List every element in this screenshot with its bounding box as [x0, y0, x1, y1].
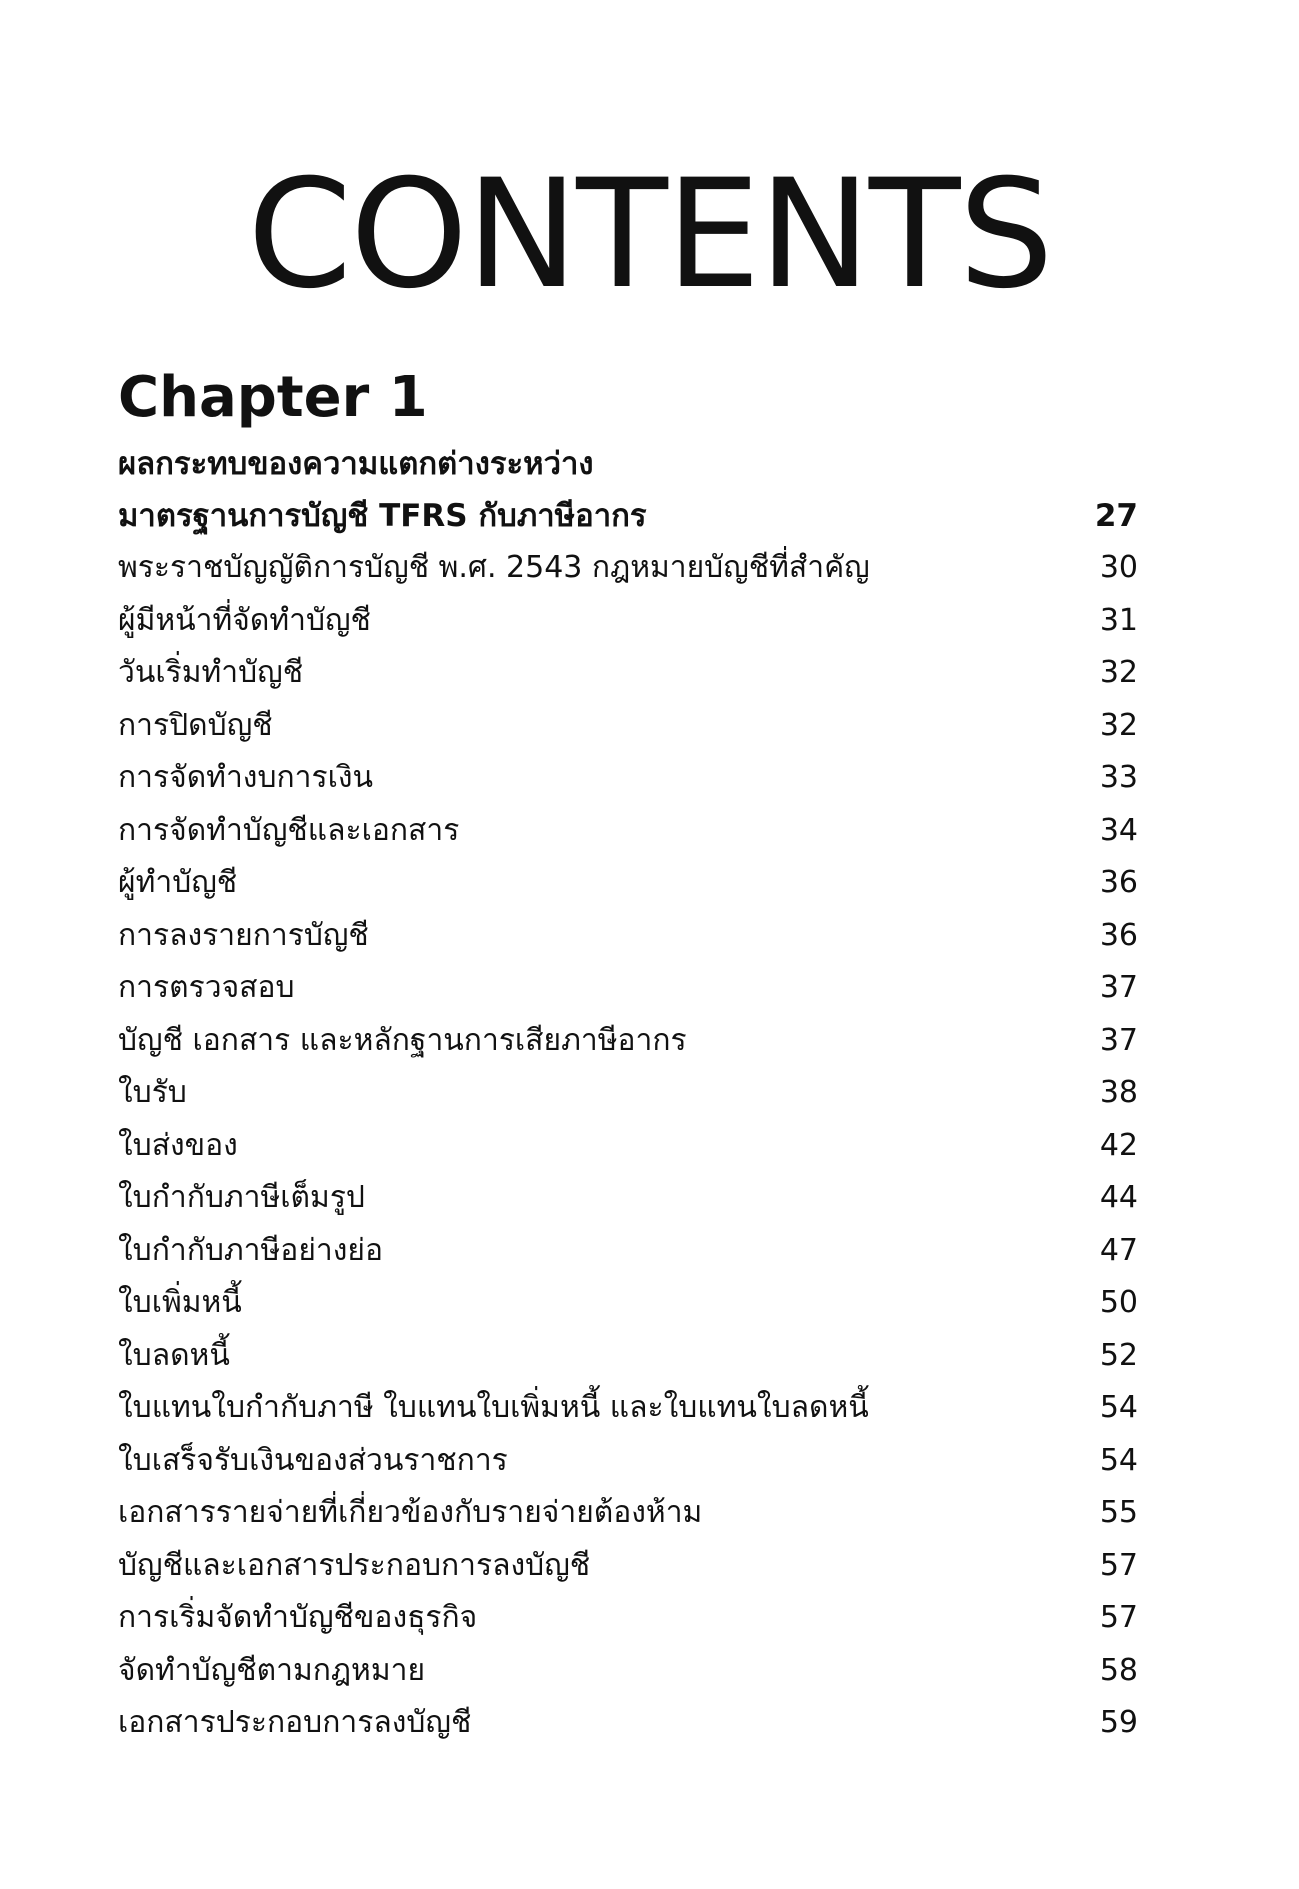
toc-item[interactable] — [118, 542, 1138, 595]
toc-item-title: ผู้ทำบัญชี — [118, 865, 238, 900]
toc-item[interactable] — [118, 962, 1138, 1015]
toc-item-title: ใบกำกับภาษีเต็มรูป — [118, 1180, 365, 1215]
toc-item-title: การจัดทำบัญชีและเอกสาร — [118, 812, 460, 848]
toc-item-title: พระราชบัญญัติการบัญชี พ.ศ. 2543 กฎหมายบัญชีที่สำคัญ — [118, 550, 870, 585]
chapter-title-page-number: 27 — [1094, 498, 1138, 534]
toc-item-page-number: 52 — [1099, 1337, 1138, 1373]
toc-item-page-number: 34 — [1099, 812, 1138, 848]
toc-item-title: วันเริ่มทำบัญชี — [118, 655, 304, 690]
toc-item[interactable] — [118, 1015, 1138, 1068]
toc-item[interactable] — [118, 1120, 1138, 1173]
toc-item-title: บัญชี เอกสาร และหลักฐานการเสียภาษีอากร — [118, 1022, 687, 1058]
toc-item-page-number: 47 — [1099, 1232, 1138, 1268]
toc-item[interactable] — [118, 752, 1138, 805]
toc-item-title: ผู้มีหน้าที่จัดทำบัญชี — [118, 602, 371, 638]
toc-item-title: การตรวจสอบ — [118, 970, 295, 1005]
toc-item-title: ใบส่งของ — [118, 1127, 238, 1163]
chapter-title-line2: มาตรฐานการบัญชี TFRS กับภาษีอากร — [118, 498, 647, 534]
toc-item[interactable] — [118, 1592, 1138, 1645]
toc-item-page-number: 37 — [1099, 970, 1138, 1005]
toc-item-title: การจัดทำงบการเงิน — [118, 760, 374, 795]
toc-item-title: บัญชีและเอกสารประกอบการลงบัญชี — [118, 1547, 591, 1583]
chapter-title-line1: ผลกระทบของความแตกต่างระหว่าง — [118, 446, 594, 482]
toc-item-page-number: 54 — [1099, 1442, 1138, 1478]
toc-item-title: การเริ่มจัดทำบัญชีของธุรกิจ — [118, 1600, 478, 1635]
toc-item-page-number: 54 — [1099, 1390, 1138, 1425]
toc-item-page-number: 36 — [1099, 917, 1138, 953]
toc-item[interactable] — [118, 1645, 1138, 1698]
toc-item[interactable] — [118, 1172, 1138, 1225]
toc-item[interactable] — [118, 1435, 1138, 1488]
toc-item[interactable] — [118, 1067, 1138, 1120]
toc-item-page-number: 57 — [1099, 1547, 1138, 1583]
toc-item-page-number: 57 — [1099, 1600, 1138, 1635]
toc-item-title: ใบกำกับภาษีอย่างย่อ — [118, 1232, 383, 1268]
toc-item-page-number: 59 — [1099, 1705, 1138, 1740]
toc-item-page-number: 30 — [1099, 550, 1138, 585]
toc-item[interactable] — [118, 595, 1138, 648]
toc-item[interactable] — [118, 1330, 1138, 1383]
toc-item-title: เอกสารประกอบการลงบัญชี — [118, 1705, 472, 1740]
toc-item-title: จัดทำบัญชีตามกฎหมาย — [118, 1652, 426, 1688]
toc-item[interactable] — [118, 647, 1138, 700]
chapter-1-section — [118, 362, 1138, 1750]
toc-item-page-number: 55 — [1099, 1495, 1138, 1530]
toc-item-page-number: 33 — [1099, 760, 1138, 795]
toc-item-page-number: 42 — [1099, 1127, 1138, 1163]
toc-item-page-number: 32 — [1099, 655, 1138, 690]
toc-item-title: ใบเสร็จรับเงินของส่วนราชการ — [118, 1442, 508, 1478]
toc-item[interactable] — [118, 857, 1138, 910]
toc-item[interactable] — [118, 1487, 1138, 1540]
toc-item[interactable] — [118, 910, 1138, 963]
toc-item-title: การปิดบัญชี — [118, 707, 273, 743]
toc-item-title: ใบรับ — [118, 1075, 187, 1110]
toc-item[interactable] — [118, 1697, 1138, 1750]
toc-item[interactable] — [118, 700, 1138, 753]
toc-item[interactable] — [118, 1277, 1138, 1330]
toc-item[interactable] — [118, 805, 1138, 858]
toc-item-page-number: 58 — [1099, 1652, 1138, 1688]
toc-item-page-number: 31 — [1099, 602, 1138, 638]
toc-item-title: การลงรายการบัญชี — [118, 917, 369, 953]
toc-item-page-number: 32 — [1099, 707, 1138, 743]
toc-item[interactable] — [118, 1382, 1138, 1435]
toc-item-title: ใบแทนใบกำกับภาษี ใบแทนใบเพิ่มหนี้ และใบแทนใบลดหนี้ — [118, 1390, 869, 1425]
toc-item-title: ใบลดหนี้ — [118, 1337, 230, 1373]
chapter-title-row[interactable] — [118, 490, 1138, 542]
toc-item-title: ใบเพิ่มหนี้ — [118, 1285, 242, 1320]
toc-item-page-number: 37 — [1099, 1022, 1138, 1058]
toc-item-page-number: 36 — [1099, 865, 1138, 900]
page-title: CONTENTS — [247, 148, 1052, 322]
toc-item-page-number: 38 — [1099, 1075, 1138, 1110]
toc-item-title: เอกสารรายจ่ายที่เกี่ยวข้องกับรายจ่ายต้องห้าม — [118, 1495, 703, 1530]
toc-item[interactable] — [118, 1225, 1138, 1278]
toc-list — [118, 542, 1138, 1750]
toc-item-page-number: 44 — [1099, 1180, 1138, 1215]
toc-item-page-number: 50 — [1099, 1285, 1138, 1320]
chapter-label: Chapter 1 — [118, 365, 428, 430]
toc-item[interactable] — [118, 1540, 1138, 1593]
